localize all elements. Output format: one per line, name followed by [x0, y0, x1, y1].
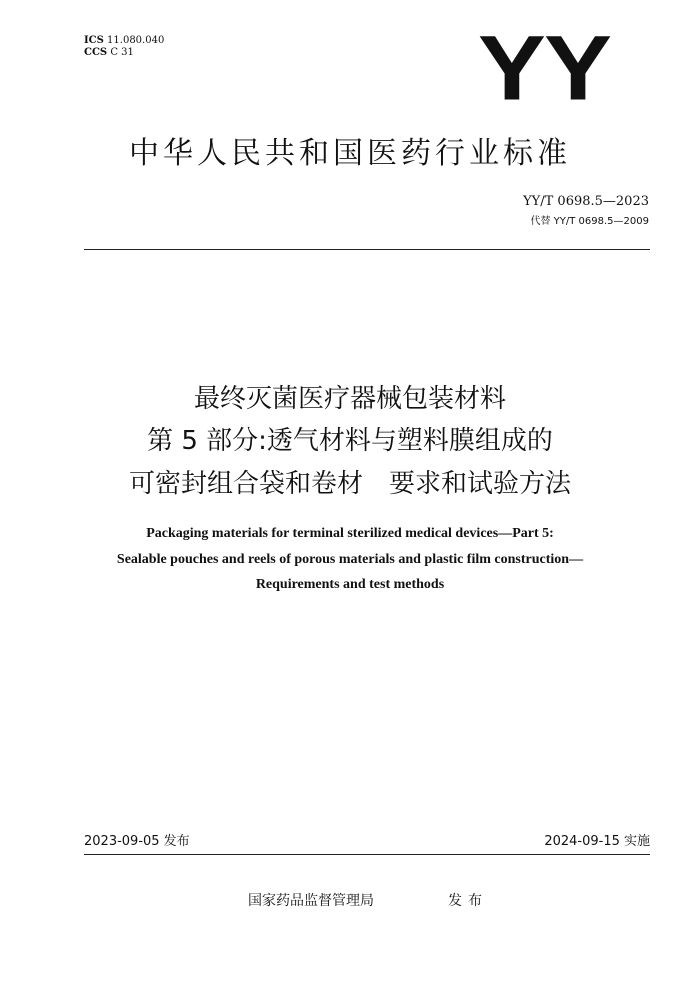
title-cn-line-3: 可密封组合袋和卷材 要求和试验方法 [128, 469, 571, 499]
title-cn-line-2: 第 5 部分:透气材料与塑料膜组成的 [147, 426, 553, 456]
issued-label: 发布 [448, 893, 488, 909]
title-en-line-3: Requirements and test methods [255, 577, 445, 592]
replaces-standard: 代替 YY/T 0698.5—2009 [530, 216, 649, 227]
title-en-line-2: Sealable pouches and reels of porous materials and plastic film construction— [116, 552, 584, 567]
issuing-standard-title: 中华人民共和国医药行业标准 [129, 136, 571, 171]
top-divider [84, 249, 650, 250]
issue-date: 2023-09-05 发布 [84, 834, 190, 849]
implementation-date: 2024-09-15 实施 [544, 834, 650, 849]
ics-value: 11.080.040 [107, 35, 165, 46]
ccs-value: C 31 [110, 47, 134, 58]
ics-label: ICS [84, 35, 104, 46]
issuing-authority: 国家药品监督管理局 [248, 893, 374, 909]
ccs-code [84, 47, 134, 59]
bottom-divider [84, 854, 650, 855]
title-en-line-1: Packaging materials for terminal sterilized medical devices—Part 5: [146, 526, 554, 541]
ccs-label: CCS [84, 47, 108, 58]
yy-logo: YY [477, 16, 610, 120]
ics-code [84, 35, 164, 47]
title-cn-line-1: 最终灭菌医疗器械包装材料 [193, 384, 506, 414]
standard-number: YY/T 0698.5—2023 [523, 194, 649, 209]
